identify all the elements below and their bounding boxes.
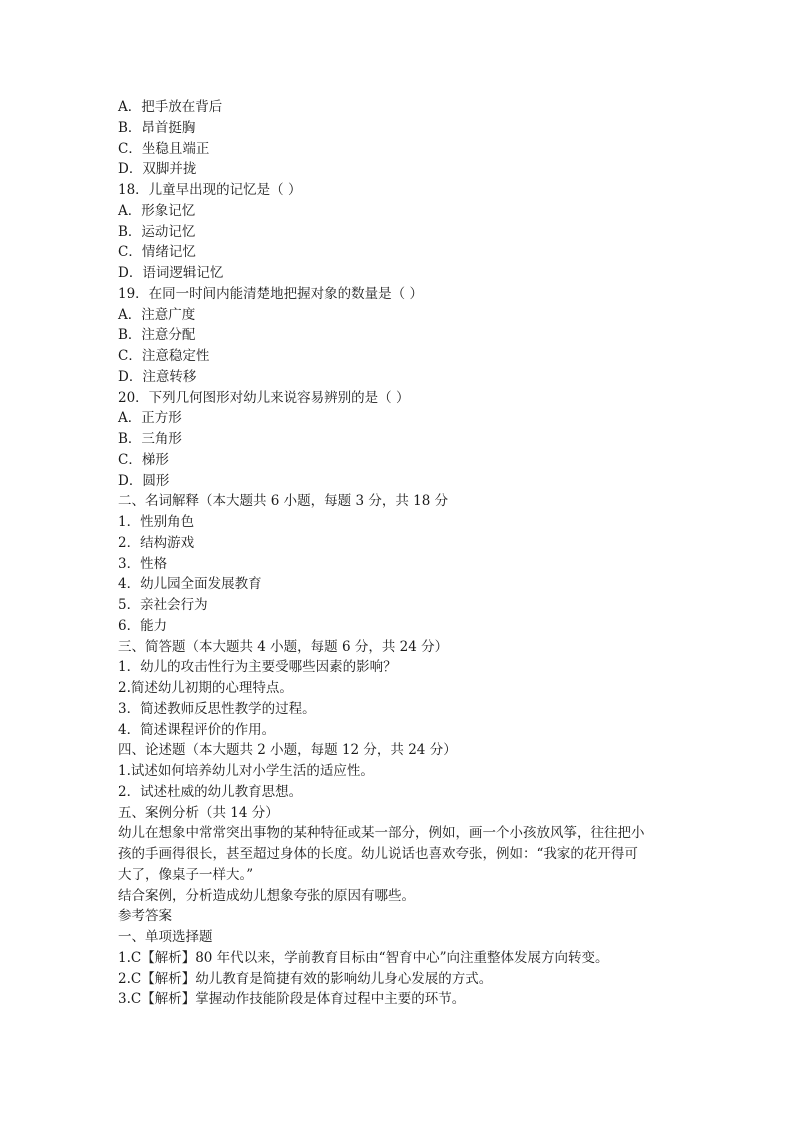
paragraph-line: 幼儿在想象中常常突出事物的某种特征或某一部分，例如，画一个小孩放风筝，往往把小	[118, 825, 645, 842]
text-line: 2.简述幼儿初期的心理特点。	[118, 680, 293, 696]
answer-line: 1.C【解析】80 年代以来，学前教育目标由“智育中心”向注重整体发展方向转变。	[118, 949, 609, 966]
answer-line: 3.C【解析】掌握动作技能阶段是体育过程中主要的环节。	[118, 991, 466, 1008]
text-line: 6．能力	[118, 617, 168, 634]
text-line: 2．试述杜威的幼儿教育思想。	[118, 783, 303, 800]
section-heading: 二、名词解释（本大题共 6 小题，每题 3 分，共 18 分	[118, 493, 449, 510]
text-line: A．把手放在背后	[118, 99, 223, 115]
text-line: 20．下列几何图形对幼儿来说容易辨别的是（ ）	[118, 389, 410, 406]
section-heading: 参考答案	[118, 908, 172, 925]
text-line: C．注意稳定性	[118, 348, 210, 364]
text-line: A．正方形	[118, 410, 182, 427]
text-line: D．圆形	[118, 472, 170, 489]
text-line: D．双脚并拢	[118, 161, 197, 178]
text-line: C．情绪记忆	[118, 244, 196, 261]
question-block	[118, 97, 678, 823]
text-line: A．形象记忆	[118, 202, 196, 219]
text-line: 1.试述如何培养幼儿对小学生活的适应性。	[118, 763, 374, 779]
text-line: D．语词逻辑记忆	[118, 265, 224, 281]
text-line: C．坐稳且端正	[118, 140, 210, 157]
section-heading: 三、简答题（本大题共 4 小题，每题 6 分，共 24 分）	[118, 638, 449, 655]
text-line: 结合案例，分析造成幼儿想象夸张的原因有哪些。	[118, 887, 415, 904]
case-paragraph	[118, 823, 673, 885]
text-line: 18．儿童早出现的记忆是（ ）	[118, 182, 302, 198]
section-heading: 四、论述题（本大题共 2 小题，每题 12 分，共 24 分）	[118, 742, 457, 759]
text-line: B．三角形	[118, 431, 182, 447]
text-line: 5．亲社会行为	[118, 597, 208, 613]
section-heading: 五、案例分析（共 14 分）	[118, 804, 279, 821]
text-line: 3．性格	[118, 555, 168, 572]
text-line: 4．幼儿园全面发展教育	[118, 576, 262, 593]
text-line: A．注意广度	[118, 306, 196, 323]
answer-block	[118, 886, 678, 1011]
paragraph-line: 大了，像桌子一样大。”	[118, 866, 254, 883]
text-line: B．注意分配	[118, 327, 196, 344]
text-line: 4．简述课程评价的作用。	[118, 721, 276, 738]
section-heading: 一、单项选择题	[118, 929, 213, 945]
text-line: D．注意转移	[118, 368, 197, 385]
document-page	[118, 97, 678, 1010]
answer-line: 2.C【解析】幼儿教育是简捷有效的影响幼儿身心发展的方式。	[118, 970, 493, 987]
text-line: C．梯形	[118, 451, 169, 468]
text-line: 3．简述教师反思性教学的过程。	[118, 700, 316, 717]
text-line: 2．结构游戏	[118, 534, 195, 551]
text-line: B．运动记忆	[118, 223, 196, 240]
text-line: 19．在同一时间内能清楚地把握对象的数量是（ ）	[118, 285, 423, 302]
text-line: 1．幼儿的攻击性行为主要受哪些因素的影响？	[118, 659, 397, 676]
text-line: B．昂首挺胸	[118, 119, 196, 136]
paragraph-line: 孩的手画得很长，甚至超过身体的长度。幼儿说话也喜欢夸张，例如：“我家的花开得可	[118, 846, 638, 862]
text-line: 1．性别角色	[118, 514, 195, 530]
